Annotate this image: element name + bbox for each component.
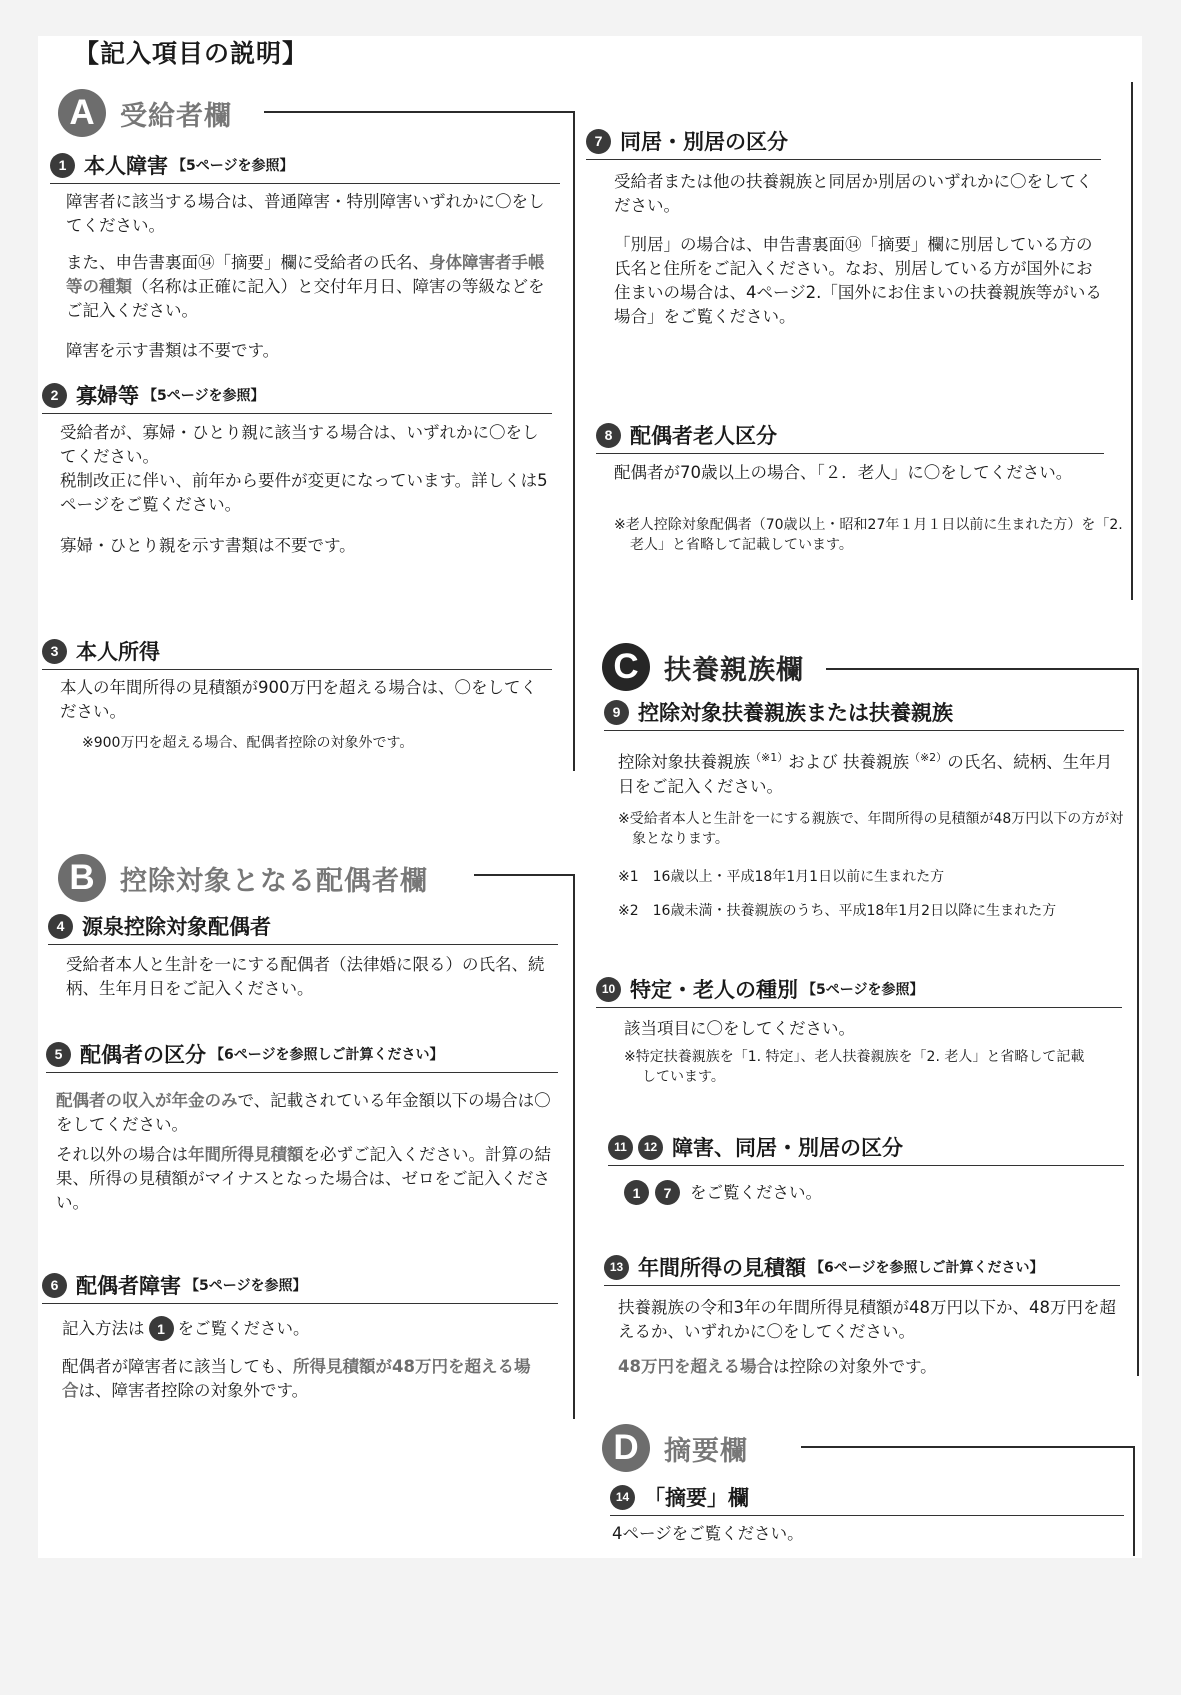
- reference-number-7: 7: [655, 1180, 680, 1205]
- item-2-title: 寡婦等: [76, 384, 139, 408]
- item-6-page-ref: 【5ページを参照】: [185, 1278, 307, 1294]
- item-14-title: 「摘要」欄: [644, 1486, 749, 1510]
- section-letter-d: D: [602, 1424, 650, 1472]
- item-3-title: 本人所得: [76, 640, 160, 664]
- frame-line: [1131, 82, 1133, 600]
- section-letter-b: B: [58, 854, 106, 902]
- section-b-header: [58, 854, 428, 902]
- item-number-14: 14: [610, 1485, 635, 1510]
- item-8-note: ※老人控除対象配偶者（70歳以上・昭和27年１月１日以前に生まれた方）を「2. 老人」と省略して記載しています。: [614, 517, 1123, 553]
- item-6-title: 配偶者障害: [76, 1274, 181, 1298]
- item-4-title: 源泉控除対象配偶者: [82, 915, 271, 939]
- item-14-text-1: 4ページをご覧ください。: [612, 1524, 804, 1543]
- item-9-title: 控除対象扶養親族または扶養親族: [638, 701, 953, 725]
- frame-line: [1133, 1446, 1135, 1556]
- item-13-heading: [604, 1252, 1120, 1286]
- item-3-note: ※900万円を超える場合、配偶者控除の対象外です。: [82, 735, 414, 751]
- item-number-10: 10: [596, 977, 621, 1002]
- reference-number-1: 1: [624, 1180, 649, 1205]
- item-5-heading: [46, 1039, 558, 1073]
- item-5-text-1: 配偶者の収入が年金のみで、記載されている年金額以下の場合は〇をしてください。: [56, 1091, 551, 1134]
- section-d-header: [602, 1424, 748, 1472]
- frame-line: [474, 874, 575, 876]
- item-9-heading: [604, 697, 1124, 731]
- item-7-title: 同居・別居の区分: [620, 130, 788, 154]
- item-3-text-1: 本人の年間所得の見積額が900万円を超える場合は、〇をしてください。: [60, 678, 537, 721]
- item-number-8: 8: [596, 423, 621, 448]
- emphasis-text: 所得見積額が48万円を超える場合: [62, 1357, 531, 1400]
- emphasis-text: 身体障害者手帳等の種類: [66, 253, 545, 296]
- item-2-text-3: 寡婦・ひとり親を示す書類は不要です。: [60, 536, 356, 555]
- item-1-heading: [50, 150, 560, 184]
- item-11-12-heading: [608, 1132, 1124, 1166]
- item-number-13: 13: [604, 1255, 629, 1280]
- item-13-title: 年間所得の見積額: [638, 1256, 806, 1280]
- item-13-page-ref: 【6ページを参照しご計算ください】: [810, 1260, 1044, 1276]
- item-10-page-ref: 【5ページを参照】: [802, 982, 924, 998]
- item-7-heading: [586, 126, 1101, 160]
- item-number-4: 4: [48, 914, 73, 939]
- item-5-title: 配偶者の区分: [80, 1043, 206, 1067]
- item-1-text-3: 障害を示す書類は不要です。: [66, 341, 280, 360]
- item-4-heading: [48, 911, 558, 945]
- item-2-heading: [42, 380, 552, 414]
- item-9-text-1: 控除対象扶養親族$^{(※1)}$および 扶養親族$^{(※2)}$の氏名、続柄、生年月日をご記入ください。: [618, 751, 1113, 796]
- item-8-heading: [596, 420, 1104, 454]
- item-14-heading: [610, 1482, 1124, 1516]
- emphasis-text: 配偶者の収入が年金のみ: [56, 1091, 238, 1110]
- item-2-text-1: 受給者が、寡婦・ひとり親に該当する場合は、いずれかに〇をしてください。: [60, 423, 539, 466]
- section-a-header: [58, 89, 232, 137]
- section-c-header: [602, 643, 804, 691]
- item-number-11: 11: [608, 1135, 633, 1160]
- item-10-title: 特定・老人の種別: [630, 978, 798, 1002]
- item-2-text-2: 税制改正に伴い、前年から要件が変更になっています。詳しくは5ページをご覧ください。: [60, 471, 548, 514]
- item-number-2: 2: [42, 383, 67, 408]
- frame-line: [801, 1446, 1135, 1448]
- item-3-heading: [42, 636, 552, 670]
- section-letter-c: C: [602, 643, 650, 691]
- frame-line: [1137, 668, 1139, 1376]
- item-9-note-3: ※2 16歳未満・扶養親族のうち、平成18年1月2日以降に生まれた方: [618, 903, 1057, 919]
- item-number-3: 3: [42, 639, 67, 664]
- item-9-note-2: ※1 16歳以上・平成18年1月1日以前に生まれた方: [618, 869, 945, 885]
- item-6-text-2: 配偶者が障害者に該当しても、所得見積額が48万円を超える場合は、障害者控除の対象外です。: [62, 1357, 531, 1400]
- item-4-text-1: 受給者本人と生計を一にする配偶者（法律婚に限る）の氏名、続柄、生年月日をご記入ください。: [66, 955, 545, 998]
- emphasis-text: 48万円を超える場合: [618, 1357, 773, 1376]
- item-9-note-1: ※受給者本人と生計を一にする親族で、年間所得の見積額が48万円以下の方が対象となります。: [618, 811, 1124, 847]
- item-1-title: 本人障害: [84, 154, 168, 178]
- section-c-title: 扶養親族欄: [664, 654, 804, 686]
- item-number-9: 9: [604, 700, 629, 725]
- item-11-12-title: 障害、同居・別居の区分: [672, 1136, 903, 1160]
- item-5-text-2: それ以外の場合は年間所得見積額を必ずご記入ください。計算の結果、所得の見積額がマイナスとなった場合は、ゼロをご記入ください。: [56, 1145, 551, 1212]
- item-1-text-1: 障害者に該当する場合は、普通障害・特別障害いずれかに〇をしてください。: [66, 192, 545, 235]
- item-number-6: 6: [42, 1273, 67, 1298]
- item-13-text-2: 48万円を超える場合は控除の対象外です。: [618, 1357, 937, 1376]
- reference-number-1: 1: [149, 1316, 174, 1341]
- frame-line: [573, 874, 575, 1419]
- frame-line: [573, 111, 575, 771]
- item-8-text-1: 配偶者が70歳以上の場合、「２．老人」に〇をしてください。: [614, 463, 1073, 482]
- item-1-text-2: また、申告書裏面⑭「摘要」欄に受給者の氏名、身体障害者手帳等の種類（名称は正確に記入）と交付年月日、障害の等級などをご記入ください。: [66, 253, 545, 320]
- item-number-12: 12: [638, 1135, 663, 1160]
- item-6-text-1: 記入方法は 1 をご覧ください。: [62, 1316, 552, 1341]
- item-number-1: 1: [50, 153, 75, 178]
- frame-line: [264, 111, 574, 113]
- section-d-title: 摘要欄: [664, 1435, 748, 1467]
- page-title: 【記入項目の説明】: [74, 39, 309, 68]
- item-13-text-1: 扶養親族の令和3年の年間所得見積額が48万円以下か、48万円を超えるか、いずれかに〇をしてください。: [618, 1298, 1116, 1341]
- item-10-heading: [596, 974, 1122, 1008]
- item-10-note: ※特定扶養親族を「1. 特定」、老人扶養親族を「2. 老人」と省略して記載しています。: [624, 1049, 1085, 1085]
- section-b-title: 控除対象となる配偶者欄: [120, 865, 428, 897]
- section-letter-a: A: [58, 89, 106, 137]
- item-11-12-text: 1 7 をご覧ください。: [624, 1180, 1104, 1205]
- item-10-text-1: 該当項目に〇をしてください。: [624, 1019, 855, 1038]
- item-7-text-2: 「別居」の場合は、申告書裏面⑭「摘要」欄に別居している方の氏名と住所をご記入ください。なお、別居している方が国外にお住まいの場合は、4ページ2.「国外にお住まいの扶養親族等がいる場合」をご覧ください。: [614, 235, 1102, 326]
- item-7-text-1: 受給者または他の扶養親族と同居か別居のいずれかに〇をしてください。: [614, 172, 1093, 215]
- item-1-page-ref: 【5ページを参照】: [172, 158, 294, 174]
- item-6-heading: [42, 1270, 558, 1304]
- section-a-title: 受給者欄: [120, 100, 232, 132]
- frame-line: [826, 668, 1139, 670]
- item-8-title: 配偶者老人区分: [630, 424, 777, 448]
- emphasis-text: 年間所得見積額: [188, 1145, 304, 1164]
- item-number-5: 5: [46, 1042, 71, 1067]
- item-2-page-ref: 【5ページを参照】: [143, 388, 265, 404]
- item-5-page-ref: 【6ページを参照しご計算ください】: [210, 1047, 444, 1063]
- item-number-7: 7: [586, 129, 611, 154]
